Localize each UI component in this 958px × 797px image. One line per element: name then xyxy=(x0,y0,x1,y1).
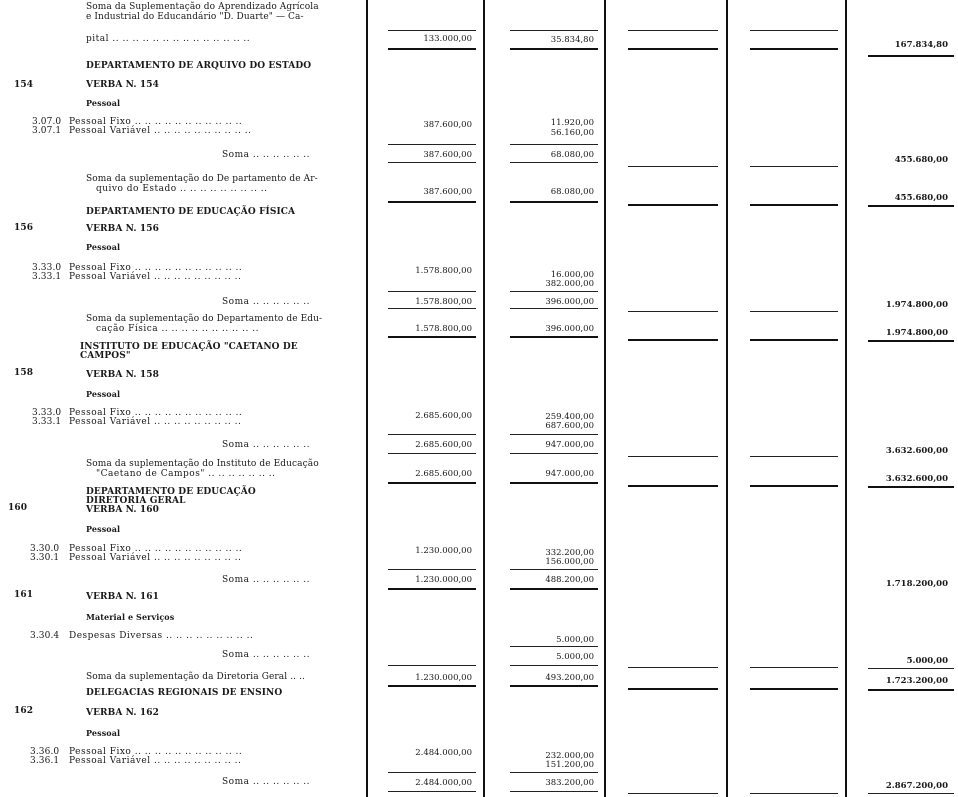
value-col2: 947.000,00 xyxy=(545,440,594,450)
item-label: Pessoal Variável .. .. .. .. .. .. .. .. .. xyxy=(69,553,242,563)
verba-code: 161 xyxy=(14,590,34,600)
column-rule xyxy=(604,0,606,797)
item-label: Pessoal Fixo .. .. .. .. .. .. .. .. .. .. .. xyxy=(69,117,243,127)
value-total: 455.680,00 xyxy=(894,155,948,165)
value-col2: 396.000,00 xyxy=(545,324,594,334)
soma-label: Soma .. .. .. .. .. .. xyxy=(222,650,310,660)
section-subtitle: DIRETORIA GERAL xyxy=(86,496,186,506)
section-title: DEPARTAMENTO DE EDUCAÇÃO xyxy=(86,487,256,497)
value-col1: 2.685.600,00 xyxy=(415,440,472,450)
soma-label: Soma .. .. .. .. .. .. xyxy=(222,440,310,450)
group-label: Pessoal xyxy=(86,98,121,108)
value-total: 1.974.800,00 xyxy=(885,300,948,310)
group-label: Pessoal xyxy=(86,242,121,252)
section-title: DEPARTAMENTO DE EDUCAÇÃO FÍSICA xyxy=(86,207,296,217)
value-col2: 68.080,00 xyxy=(550,150,594,160)
section-title: DEPARTAMENTO DE ARQUIVO DO ESTADO xyxy=(86,61,312,71)
value-col2: 5.000,00 xyxy=(556,635,594,645)
item-code: 3.36.1 xyxy=(30,756,60,766)
value-col2: 493.200,00 xyxy=(545,673,594,683)
value-col2: 35.834,80 xyxy=(550,35,594,45)
value-col2: 156.000,00 xyxy=(545,557,594,567)
soma-label: Soma .. .. .. .. .. .. xyxy=(222,150,310,160)
item-label: Pessoal Variável .. .. .. .. .. .. .. .. .. xyxy=(69,272,242,282)
value-col1: 2.685.600,00 xyxy=(415,469,472,479)
group-label: Pessoal xyxy=(86,524,121,534)
value-total: 3.632.600,00 xyxy=(885,474,948,484)
value-total: 1.974.800,00 xyxy=(885,328,948,338)
value-col1: 1.230.000,00 xyxy=(415,575,472,585)
value-col2: 16.000,00 xyxy=(550,270,594,280)
row-label: "Caetano de Campos" .. .. .. .. .. .. .. xyxy=(96,469,276,479)
verba-title: VERBA N. 161 xyxy=(86,592,159,602)
value-col1: 1.578.800,00 xyxy=(415,266,472,276)
value-col1: 2.685.600,00 xyxy=(415,411,472,421)
item-label: Pessoal Fixo .. .. .. .. .. .. .. .. .. .. .. xyxy=(69,747,243,757)
value-col2: 396.000,00 xyxy=(545,297,594,307)
item-code: 3.33.0 xyxy=(32,408,62,418)
row-label: e Industrial do Educandário "D. Duarte" — Ca- xyxy=(86,12,304,22)
group-label: Material e Serviços xyxy=(86,612,175,622)
value-col2: 383.200,00 xyxy=(545,778,594,788)
item-code: 3.07.1 xyxy=(32,126,62,136)
verba-code: 162 xyxy=(14,706,34,716)
row-label: Soma da suplementação do Instituto de Educação xyxy=(86,459,319,469)
value-col2: 11.920,00 xyxy=(550,118,594,128)
item-code: 3.30.0 xyxy=(30,544,60,554)
value-col2: 947.000,00 xyxy=(545,469,594,479)
item-code: 3.33.1 xyxy=(32,272,62,282)
value-col1: 1.230.000,00 xyxy=(415,546,472,556)
row-label: Soma da suplementação do Departamento de Edu- xyxy=(86,314,323,324)
value-col1: 1.578.800,00 xyxy=(415,324,472,334)
row-label: Soma da Suplementação do Aprendizado Agrícola xyxy=(86,2,319,12)
item-code: 3.07.0 xyxy=(32,117,62,127)
item-code: 3.33.0 xyxy=(32,263,62,273)
value-col2: 332.200,00 xyxy=(545,548,594,558)
value-col1: 387.600,00 xyxy=(423,187,472,197)
value-col1: 1.578.800,00 xyxy=(415,297,472,307)
row-label: pital .. .. .. .. .. .. .. .. .. .. .. .. .. .. xyxy=(86,34,251,44)
item-label: Pessoal Fixo .. .. .. .. .. .. .. .. .. .. .. xyxy=(69,408,243,418)
row-label: Soma da suplementação da Diretoria Geral .. .. xyxy=(86,672,306,682)
value-col1: 387.600,00 xyxy=(423,150,472,160)
value-col1: 2.484.000,00 xyxy=(415,748,472,758)
row-label: cação Física .. .. .. .. .. .. .. .. .. .. xyxy=(96,324,259,334)
group-label: Pessoal xyxy=(86,728,121,738)
value-total: 5.000,00 xyxy=(906,656,948,666)
value-col1: 1.230.000,00 xyxy=(415,673,472,683)
group-label: Pessoal xyxy=(86,389,121,399)
soma-label: Soma .. .. .. .. .. .. xyxy=(222,575,310,585)
value-total: 3.632.600,00 xyxy=(885,446,948,456)
value-total: 167.834,80 xyxy=(894,40,948,50)
value-col1: 387.600,00 xyxy=(423,120,472,130)
value-col2: 382.000,00 xyxy=(545,279,594,289)
verba-title: VERBA N. 156 xyxy=(86,224,159,234)
verba-title: VERBA N. 154 xyxy=(86,80,159,90)
soma-label: Soma .. .. .. .. .. .. xyxy=(222,777,310,787)
value-col2: 68.080,00 xyxy=(550,187,594,197)
item-label: Pessoal Fixo .. .. .. .. .. .. .. .. .. .. .. xyxy=(69,263,243,273)
value-total: 455.680,00 xyxy=(894,193,948,203)
value-col2: 259.400,00 xyxy=(545,412,594,422)
item-label: Pessoal Variável .. .. .. .. .. .. .. .. .. xyxy=(69,756,242,766)
item-label: Pessoal Variável .. .. .. .. .. .. .. .. .. xyxy=(69,417,242,427)
item-code: 3.30.1 xyxy=(30,553,60,563)
soma-label: Soma .. .. .. .. .. .. xyxy=(222,297,310,307)
verba-title: VERBA N. 158 xyxy=(86,370,159,380)
item-label: Despesas Diversas .. .. .. .. .. .. .. .. .. xyxy=(69,631,254,641)
value-total: 2.867.200,00 xyxy=(885,781,948,791)
value-col2: 488.200,00 xyxy=(545,575,594,585)
value-col2: 232.000,00 xyxy=(545,751,594,761)
value-col2: 5.000,00 xyxy=(556,652,594,662)
value-col2: 151.200,00 xyxy=(545,760,594,770)
column-rule xyxy=(845,0,847,797)
verba-code: 154 xyxy=(14,80,34,90)
item-label: Pessoal Fixo .. .. .. .. .. .. .. .. .. .. .. xyxy=(69,544,243,554)
verba-title: VERBA N. 162 xyxy=(86,708,159,718)
column-rule xyxy=(726,0,728,797)
verba-title: VERBA N. 160 xyxy=(86,505,159,515)
section-title: CAMPOS" xyxy=(80,351,131,361)
item-code: 3.30.4 xyxy=(30,631,60,641)
value-col2: 56.160,00 xyxy=(550,128,594,138)
value-total: 1.718.200,00 xyxy=(885,579,948,589)
value-col1: 133.000,00 xyxy=(423,34,472,44)
item-code: 3.36.0 xyxy=(30,747,60,757)
item-code: 3.33.1 xyxy=(32,417,62,427)
column-rule xyxy=(483,0,485,797)
section-title: DELEGACIAS REGIONAIS DE ENSINO xyxy=(86,688,283,698)
section-title: INSTITUTO DE EDUCAÇÃO "CAETANO DE xyxy=(80,342,298,352)
value-total: 1.723.200,00 xyxy=(885,676,948,686)
verba-code: 160 xyxy=(8,503,28,513)
verba-code: 156 xyxy=(14,223,34,233)
column-rule xyxy=(366,0,368,797)
value-col1: 2.484.000,00 xyxy=(415,778,472,788)
verba-code: 158 xyxy=(14,368,34,378)
row-label: quivo do Estado .. .. .. .. .. .. .. .. .. xyxy=(96,184,268,194)
item-label: Pessoal Variável .. .. .. .. .. .. .. .. .. .. xyxy=(69,126,252,136)
value-col2: 687.600,00 xyxy=(545,421,594,431)
row-label: Soma da suplementação do De partamento de Ar- xyxy=(86,174,318,184)
